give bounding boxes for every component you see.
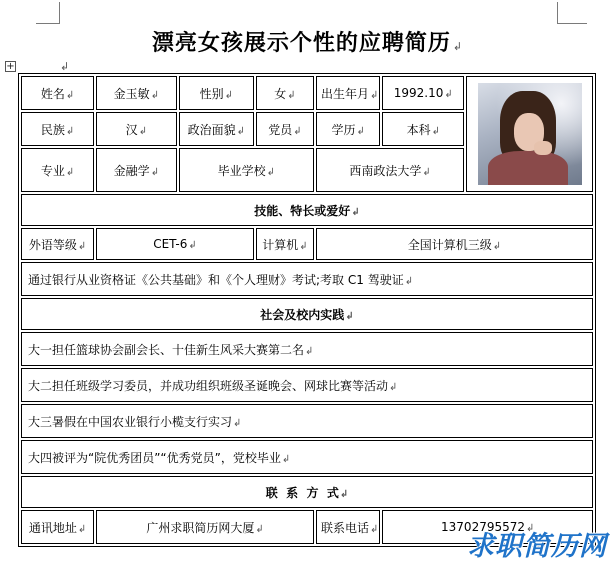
major-value: 金融学↲ [96, 148, 177, 192]
crop-mark-top-right-v [557, 2, 558, 24]
photo-cell [466, 76, 593, 192]
birth-label: 出生年月↲ [316, 76, 380, 110]
phone-label: 联系电话↲ [316, 510, 380, 544]
skills-heading: 技能、特长或爱好↲ [21, 194, 593, 226]
education-value: 本科↲ [382, 112, 464, 146]
school-label: 毕业学校↲ [179, 148, 314, 192]
ethnicity-label: 民族↲ [21, 112, 94, 146]
political-label: 政治面貌↲ [179, 112, 254, 146]
paragraph-mark: ↲ [60, 60, 70, 73]
profile-photo [478, 83, 582, 185]
table-row [21, 440, 593, 474]
resume-table [18, 73, 596, 547]
birth-value: 1992.10↲ [382, 76, 464, 110]
ethnicity-value: 汉↲ [96, 112, 177, 146]
gender-label: 性别↲ [179, 76, 254, 110]
table-row [21, 332, 593, 366]
contact-heading: 联 系 方 式↲ [21, 476, 593, 508]
table-row [21, 368, 593, 402]
table-row [21, 404, 593, 438]
crop-mark-top-left-h [36, 23, 60, 24]
computer-label: 计算机↲ [256, 228, 314, 260]
address-label: 通讯地址↲ [21, 510, 94, 544]
site-watermark: 求职简历网 [467, 531, 607, 562]
table-move-handle-icon[interactable]: + [6, 61, 15, 72]
crop-mark-top-left-v [59, 2, 60, 24]
computer-value: 全国计算机三级↲ [316, 228, 593, 260]
name-label: 姓名↲ [21, 76, 94, 110]
paragraph-mark: ↲ [452, 40, 464, 53]
table-row [21, 228, 593, 260]
political-value: 党员↲ [256, 112, 314, 146]
gender-value: 女↲ [256, 76, 314, 110]
practice-heading: 社会及校内实践↲ [21, 298, 593, 330]
phone-value: 13702795572↲ [382, 510, 593, 544]
table-row [21, 194, 593, 226]
resume-title [0, 26, 615, 57]
school-value: 西南政法大学↲ [316, 148, 464, 192]
practice-item: 大三暑假在中国农业银行小榄支行实习↲ [21, 404, 593, 438]
language-label: 外语等级↲ [21, 228, 94, 260]
table-row [21, 262, 593, 296]
address-value: 广州求职简历网大厦↲ [96, 510, 314, 544]
practice-item: 大二担任班级学习委员，并成功组织班级圣诞晚会、网球比赛等活动↲ [21, 368, 593, 402]
resume-title-text: 漂亮女孩展示个性的应聘简历 [151, 31, 451, 56]
practice-item: 大一担任篮球协会副会长、十佳新生风采大赛第二名↲ [21, 332, 593, 366]
language-value: CET-6↲ [96, 228, 254, 260]
table-row [21, 298, 593, 330]
practice-item: 大四被评为“院优秀团员”“优秀党员”，党校毕业↲ [21, 440, 593, 474]
education-label: 学历↲ [316, 112, 380, 146]
name-value: 金玉敏↲ [96, 76, 177, 110]
table-row [21, 476, 593, 508]
certificates-text: 通过银行从业资格证《公共基础》和《个人理财》考试;考取 C1 驾驶证↲ [21, 262, 593, 296]
table-row [21, 76, 593, 110]
crop-mark-top-right-h [557, 23, 587, 24]
major-label: 专业↲ [21, 148, 94, 192]
